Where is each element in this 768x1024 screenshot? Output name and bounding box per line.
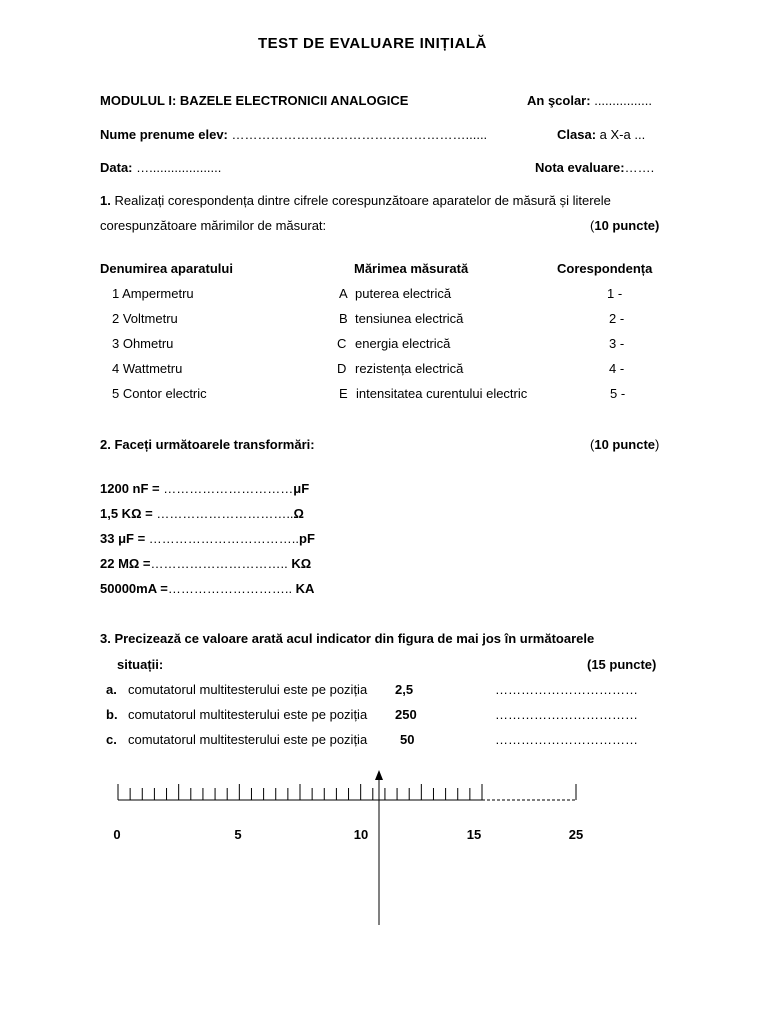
module-title: MODULUL I: BAZELE ELECTRONICII ANALOGICE [100, 93, 409, 108]
col-header-device: Denumirea aparatului [100, 261, 233, 276]
student-name [100, 127, 487, 143]
quantity-letter-b: B [339, 311, 348, 326]
pointer-arrow-icon [375, 770, 383, 780]
q3-item-a-text: comutatorul multitesterului este pe poziția [128, 682, 368, 697]
q1-points: (10 puncte) [590, 218, 660, 233]
device-4: 4 Wattmetru [112, 361, 183, 376]
q3-item-a-letter: a. [106, 682, 117, 697]
conversion-1: 1200 nF = …………………………μF [100, 481, 310, 496]
q3-item-c-letter: c. [106, 732, 117, 747]
class-value: a X-a ... [599, 127, 646, 142]
date-label: Data: [100, 160, 133, 175]
match-4: 4 - [609, 361, 625, 376]
q3-points: (15 puncte) [587, 657, 657, 672]
q3-item-b-value: 250 [395, 707, 417, 722]
col-header-quantity: Mărimea măsurată [354, 261, 469, 276]
q1-number: 1. [100, 193, 111, 208]
q3-text-line2: situații: [117, 657, 164, 672]
q3-item-a-value: 2,5 [395, 682, 414, 697]
quantity-a: puterea electrică [355, 286, 452, 301]
q1-text1: Realizați corespondența dintre cifrele corespunzătoare aparatelor de măsură și literele [114, 193, 611, 208]
scale-label-5: 5 [234, 827, 242, 842]
device-1: 1 Ampermetru [112, 286, 194, 301]
scale-label-0: 0 [113, 827, 121, 842]
date-field [100, 160, 221, 176]
scale-label-10: 10 [353, 827, 369, 842]
student-name-value: ………………………………………………...... [231, 127, 488, 142]
conversion-3: 33 μF = ……………………………..pF [100, 531, 315, 546]
match-3: 3 - [609, 336, 625, 351]
q2-title: 2. Faceți următoarele transformări: [100, 437, 315, 452]
grade-field [535, 160, 654, 176]
q2-points: (10 puncte) [590, 437, 660, 452]
match-1: 1 - [607, 286, 623, 301]
quantity-letter-d: D [337, 361, 347, 376]
school-year-label: An şcolar: [527, 93, 591, 108]
grade-label: Nota evaluare: [535, 160, 625, 175]
student-name-label: Nume prenume elev: [100, 127, 228, 142]
quantity-b: tensiunea electrică [355, 311, 464, 326]
scale-ticks [118, 784, 576, 800]
q3-item-b-letter: b. [106, 707, 118, 722]
scale-label-25: 25 [568, 827, 584, 842]
school-year-value: ................ [594, 93, 652, 108]
q3-item-c-answer: …………………………… [495, 732, 638, 747]
date-value: ….................... [136, 160, 222, 175]
quantity-d: rezistența electrică [355, 361, 464, 376]
quantity-e: intensitatea curentului electric [356, 386, 528, 401]
class-label: Clasa: [557, 127, 597, 142]
grade-value: ……. [624, 160, 655, 175]
q3-item-c-text: comutatorul multitesterului este pe poziția [128, 732, 368, 747]
quantity-letter-e: E [339, 386, 348, 401]
q3-item-c-value: 50 [400, 732, 415, 747]
device-5: 5 Contor electric [112, 386, 207, 401]
quantity-letter-c: C [337, 336, 347, 351]
school-year [527, 93, 652, 109]
device-2: 2 Voltmetru [112, 311, 178, 326]
match-5: 5 - [610, 386, 626, 401]
conversion-5: 50000mA =……………………….. KA [100, 581, 315, 596]
col-header-match: Corespondența [557, 261, 653, 276]
match-2: 2 - [609, 311, 625, 326]
conversion-2: 1,5 KΩ = …………………………..Ω [100, 506, 304, 521]
q3-item-b-text: comutatorul multitesterului este pe poziția [128, 707, 368, 722]
device-3: 3 Ohmetru [112, 336, 174, 351]
quantity-c: energia electrică [355, 336, 451, 351]
q1-text-line1 [100, 193, 611, 209]
conversion-4: 22 MΩ =………………………….. KΩ [100, 556, 312, 571]
q3-item-a-answer: …………………………… [495, 682, 638, 697]
q3-text-line1: 3. Precizează ce valoare arată acul indicator din figura de mai jos în următoarele [100, 631, 595, 646]
quantity-letter-a: A [339, 286, 348, 301]
meter-scale-figure [0, 760, 768, 940]
page-title: TEST DE EVALUARE INIȚIALĂ [258, 35, 487, 52]
scale-label-15: 15 [466, 827, 482, 842]
q3-item-b-answer: …………………………… [495, 707, 638, 722]
class-field [557, 127, 645, 143]
q1-text2: corespunzătoare mărimilor de măsurat: [100, 218, 327, 233]
